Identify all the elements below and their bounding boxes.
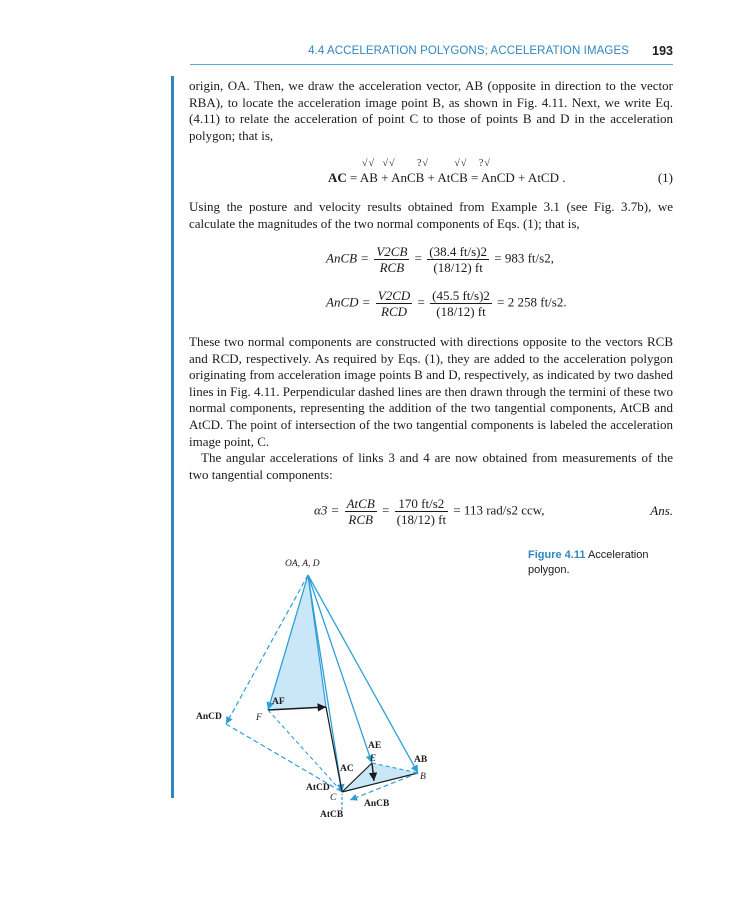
- label-atcb: AtCB: [320, 810, 344, 820]
- eq1-rhs: = AB + AnCB + AtCB = AnCD + AtCD .: [350, 170, 566, 185]
- figure-caption-text: Acceleration polygon.: [528, 549, 649, 576]
- figure-label: Figure 4.11: [528, 549, 586, 561]
- equation-2: AnCB = $\frac{V2CB}{\text{RCB}}$ = $\frac{(38.4 ft/s)2}{(18/12) ft}$ = 983 ft/s2,: [326, 244, 554, 275]
- label-ancb: AnCB: [364, 799, 390, 809]
- equation-3: AnCD = $\frac{V2CD}{\text{RCD}}$ = $\frac{(45.5 ft/s)2}{(18/12) ft}$ = 2 258 ft/s2.: [326, 288, 567, 319]
- running-title: 4.4 ACCELERATION POLYGONS; ACCELERATION IMAGES: [308, 45, 629, 57]
- eq4-frac-1: $\frac{\text{AtCB}}{\text{RCB}}$: [346, 496, 375, 527]
- paragraph-3: These two normal components are constructed with directions opposite to the vectors RCB and RCD, respectively. As required by Eqs. (1), they are added to the acceleration polygon originating from acceleration image points B and D, respectively, as indicated by two dashed lines in Fig. 4.11. Perpendicular dashed lines are then drawn through the termini of these two normal components, representing the addition of the two tangential components, AtCB and AtCD. The point of intersection of the two tangential components is labeled the acceleration image point, C.: [189, 334, 674, 449]
- check-1: √√: [362, 158, 375, 169]
- eq4-result: = 113 rad/s2 ccw,: [453, 502, 545, 518]
- eq2-result: = 983 ft/s2,: [494, 250, 554, 266]
- paragraph-2: Using the posture and velocity results obtained from Example 3.1 (see Fig. 3.7b), we calculate the magnitudes of the two normal components of Eqs. (1); that is,: [189, 199, 673, 231]
- label-atcd: AtCD: [306, 783, 330, 793]
- eq2-lhs: AnCB =: [326, 250, 370, 266]
- eq2-frac-2: $\frac{(38.4 ft/s)2}{(18/12) ft}$: [429, 244, 488, 275]
- equation-1-number: (1): [657, 170, 673, 185]
- check-2: √√: [382, 158, 396, 169]
- dashed-atcd: [226, 724, 342, 792]
- eq3-frac-1: $\frac{V2CD}{\text{RCD}}$: [377, 288, 411, 319]
- equation-4: α3 = $\frac{\text{AtCB}}{\text{RCB}}$ = $\frac{170 ft/s2}{(18/12) ft}$ = 113 rad/s2 ccw,: [314, 496, 545, 527]
- eq3-result: = 2 258 ft/s2.: [497, 294, 567, 310]
- paragraph-4-text: The angular accelerations of links 3 and 4 are now obtained from measurements of the two tangential components:: [189, 450, 673, 482]
- label-f: F: [256, 713, 262, 723]
- page-number: 193: [652, 44, 673, 58]
- eq1-lhs: AC: [328, 170, 347, 185]
- eq2-frac-1: $\frac{V2CB}{\text{RCB}}$: [376, 244, 408, 275]
- label-ae: AE: [368, 741, 382, 751]
- label-b: B: [420, 772, 426, 782]
- eq3-lhs: AnCD =: [326, 294, 371, 310]
- label-ac: AC: [340, 764, 354, 774]
- label-origin: OA, A, D: [285, 559, 320, 569]
- link-mid-c: [326, 707, 342, 792]
- vector-ab: [308, 575, 418, 773]
- answer-label: Ans.: [650, 503, 673, 518]
- label-e: E: [370, 754, 376, 764]
- label-ancd: AnCD: [196, 712, 222, 722]
- paragraph-1: origin, OA. Then, we draw the acceleration vector, AB (opposite in direction to the vector RBA), to locate the acceleration image point B, as shown in Fig. 4.11. Next, we write Eq. (4.11) to relate the acceleration of point C to those of points B and D in the acceleration polygon; that is,: [189, 78, 673, 143]
- eq4-lhs: α3 =: [314, 502, 340, 518]
- eq4-frac-2: $\frac{170 ft/s2}{(18/12) ft}$: [396, 496, 447, 527]
- label-ab: AB: [414, 755, 428, 765]
- label-c: C: [330, 793, 337, 803]
- check-4: √√: [454, 158, 468, 169]
- check-5: ?√: [478, 158, 491, 169]
- check-3: ?√: [416, 158, 429, 169]
- eq3-frac-2: $\frac{(45.5 ft/s)2}{(18/12) ft}$: [432, 288, 490, 319]
- label-af: AF: [272, 697, 285, 707]
